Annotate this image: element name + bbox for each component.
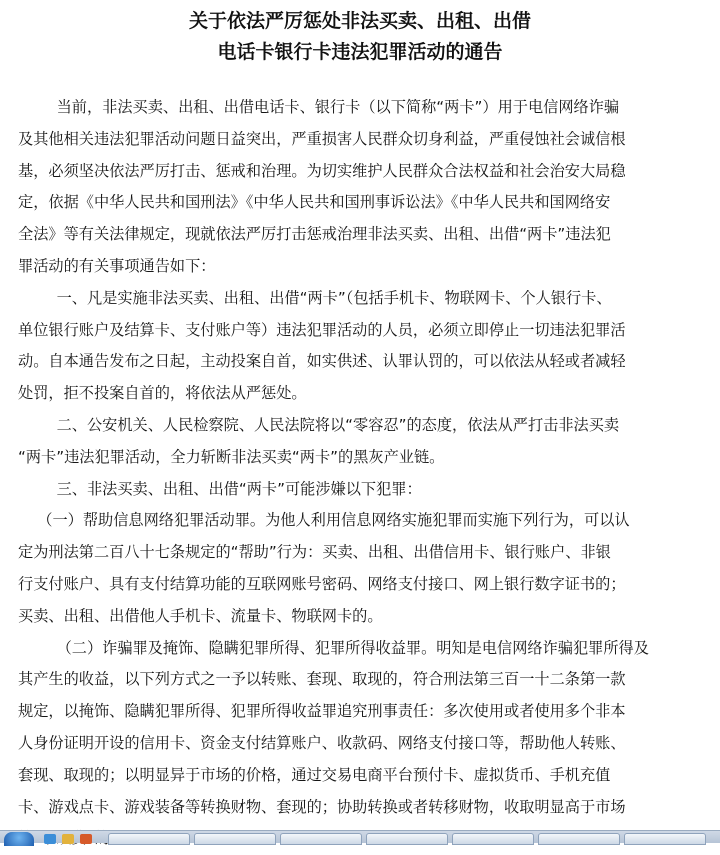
body-line: 定，依据《中华人民共和国刑法》《中华人民共和国刑事诉讼法》《中华人民共和国网络安	[18, 193, 611, 212]
notice-title-line-1: 关于依法严厉惩处非法买卖、出租、出借	[188, 10, 531, 32]
notice-body	[18, 92, 708, 855]
body-line: 基，必须坚决依法严厉打击、惩戒和治理。为切实维护人民群众合法权益和社会治安大局稳	[18, 161, 626, 180]
body-line: 及其他相关违法犯罪活动问题日益突出，严重损害人民群众切身利益，严重侵蚀社会诚信根	[18, 129, 626, 148]
body-line: 三、非法买卖、出租、出借“两卡”可能涉嫌以下犯罪：	[18, 479, 422, 498]
taskbar-window-button[interactable]	[452, 833, 534, 845]
folder-icon[interactable]	[62, 834, 74, 844]
body-line: 一、凡是实施非法买卖、出租、出借“两卡”（包括手机卡、物联网卡、个人银行卡、	[18, 288, 612, 307]
taskbar-window-button[interactable]	[366, 833, 448, 845]
notice-title-line-2: 电话卡银行卡违法犯罪活动的通告	[217, 41, 503, 63]
media-icon[interactable]	[80, 834, 92, 844]
body-line: 行支付账户、具有支付结算功能的互联网账号密码、网络支付接口、网上银行数字证书的；	[18, 574, 626, 593]
body-line: 全法》等有关法律规定，现就依法严厉打击惩戒治理非法买卖、出租、出借“两卡”违法犯	[18, 225, 611, 244]
body-line: 买卖、出租、出借他人手机卡、流量卡、物联网卡的。	[18, 606, 383, 625]
body-line: 规定，以掩饰、隐瞒犯罪所得、犯罪所得收益罪追究刑事责任：多次使用或者使用多个非本	[18, 702, 626, 721]
taskbar-window-button[interactable]	[624, 833, 706, 845]
body-line: 套现、取现的；以明显异于市场的价格，通过交易电商平台预付卡、虚拟货币、手机充值	[18, 765, 611, 784]
body-line: 其产生的收益，以下列方式之一予以转账、套现、取现的，符合刑法第三百一十二条第一款	[18, 670, 626, 689]
taskbar-window-button[interactable]	[194, 833, 276, 845]
start-button-icon[interactable]	[4, 832, 34, 846]
taskbar-window-button[interactable]	[280, 833, 362, 845]
taskbar-window-button[interactable]	[538, 833, 620, 845]
body-line: 卡、游戏点卡、游戏装备等转换财物、套现的；协助转换或者转移财物，收取明显高于市场	[18, 797, 626, 816]
body-line: “两卡”违法犯罪活动，全力斩断非法买卖“两卡”的黑灰产业链。	[18, 447, 445, 466]
body-line: 罪活动的有关事项通告如下：	[18, 256, 216, 275]
body-line: （一）帮助信息网络犯罪活动罪。为他人利用信息网络实施犯罪而实施下列行为，可以认	[18, 511, 630, 530]
body-line: 单位银行账户及结算卡、支付账户等）违法犯罪活动的人员，必须立即停止一切违法犯罪活	[18, 320, 626, 339]
body-line: 定为刑法第二百八十七条规定的“帮助”行为：买卖、出租、出借信用卡、银行账户、非银	[18, 543, 611, 562]
body-line: 动。自本通告发布之日起，主动投案自首，如实供述、认罪认罚的，可以依法从轻或者减轻	[18, 352, 626, 371]
taskbar	[0, 830, 720, 843]
body-line: 二、公安机关、人民检察院、人民法院将以“零容忍”的态度，依法从严打击非法买卖	[18, 415, 620, 434]
body-line: 处罚，拒不投案自首的，将依法从严惩处。	[18, 384, 307, 403]
body-line: （二）诈骗罪及掩饰、隐瞒犯罪所得、犯罪所得收益罪。明知是电信网络诈骗犯罪所得及	[18, 638, 649, 657]
body-line: 人身份证明开设的信用卡、资金支付结算账户、收款码、网络支付接口等，帮助他人转账、	[18, 733, 626, 752]
taskbar-window-button[interactable]	[108, 833, 190, 845]
body-line: 当前，非法买卖、出租、出借电话卡、银行卡（以下简称“两卡”）用于电信网络诈骗	[18, 98, 620, 116]
browser-icon[interactable]	[44, 834, 56, 844]
